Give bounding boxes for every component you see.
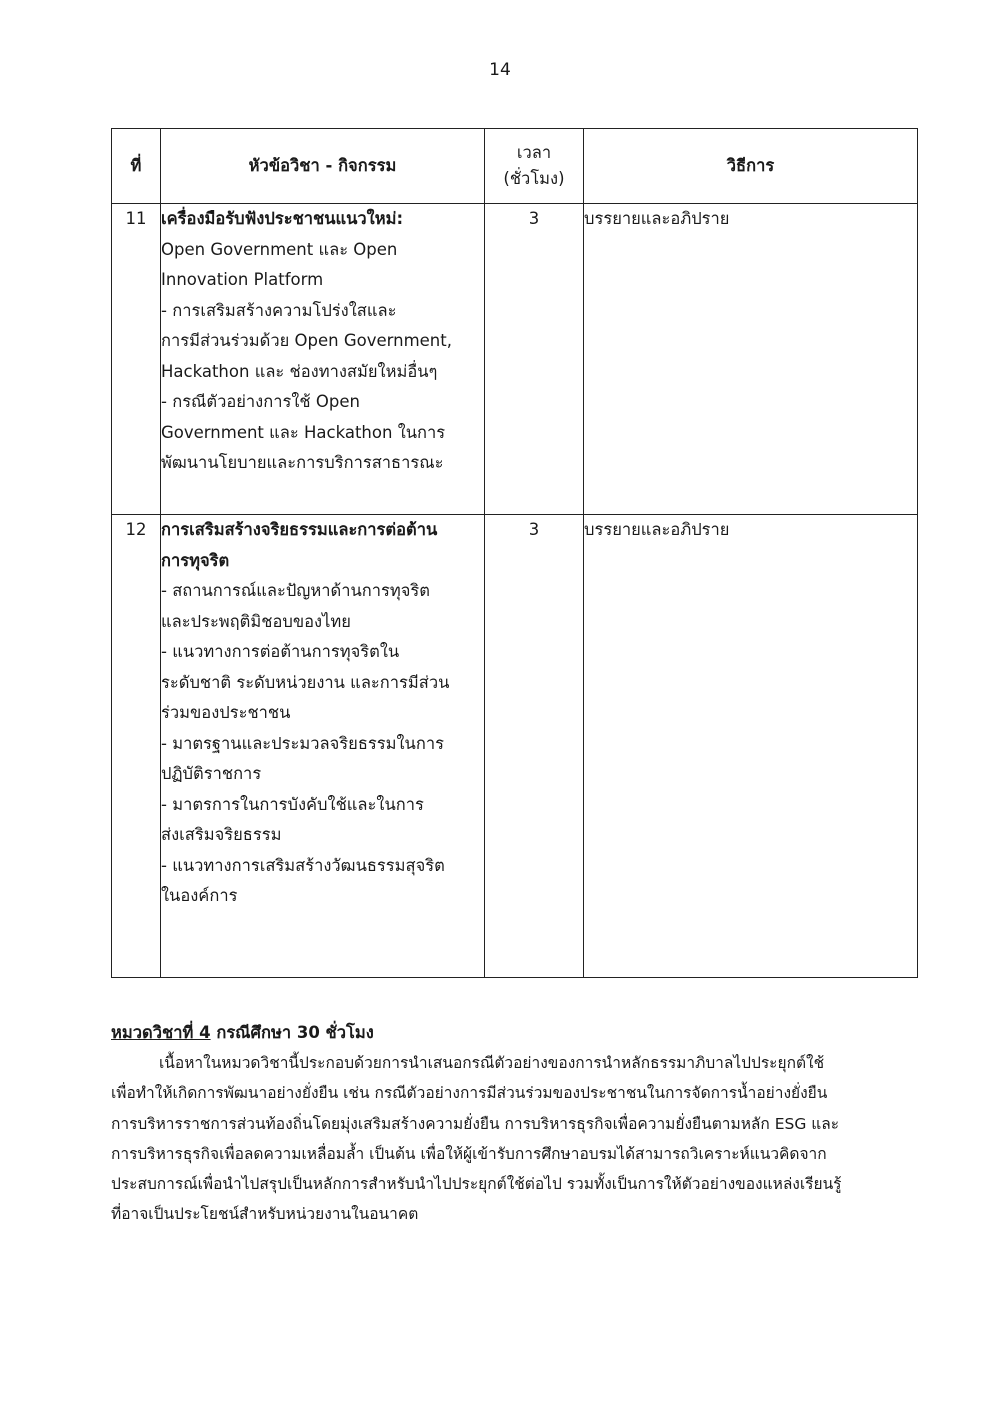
topic-line: Open Government และ Open: [161, 239, 398, 259]
row-hours: 3: [485, 204, 584, 515]
topic-line: - มาตรการในการบังคับใช้และในการ: [161, 794, 424, 814]
topic-line: Government และ Hackathon ในการ: [161, 422, 446, 442]
topic-line: การมีส่วนร่วมด้วย Open Government,: [161, 331, 452, 350]
row-hours: 3: [485, 515, 584, 978]
body-line: การบริหารราชการส่วนท้องถิ่นโดยมุ่งเสริมสร้างความยั่งยืน การบริหารธุรกิจเพื่อความยั่งยืนตามหลัก ESG และ: [111, 1114, 840, 1133]
row-number: 11: [112, 204, 161, 515]
section-heading-rest: กรณีศึกษา 30 ชั่วโมง: [210, 1023, 374, 1042]
page-number: 14: [489, 60, 511, 80]
topic-line: - แนวทางการต่อต้านการทุจริตใน: [161, 642, 400, 661]
topic-line: Innovation Platform: [161, 270, 324, 289]
topic-line: - การเสริมสร้างความโปร่งใสและ: [161, 300, 397, 320]
topic-line: และประพฤติมิชอบของไทย: [161, 611, 351, 631]
header-method: วิธีการ: [584, 129, 918, 204]
header-hours-line1: เวลา: [516, 143, 552, 162]
row-topic: [161, 515, 485, 978]
topic-line: ระดับชาติ ระดับหน่วยงาน และการมีส่วน: [161, 672, 450, 692]
topic-line: ร่วมของประชาชน: [161, 703, 291, 722]
table-row: [112, 515, 918, 978]
header-hours-line2: (ชั่วโมง): [503, 169, 565, 188]
topic-title: เครื่องมือรับฟังประชาชนแนวใหม่:: [161, 209, 404, 228]
topic-line: ปฏิบัติราชการ: [161, 764, 262, 783]
section-body: [111, 1048, 911, 1230]
section-category-4: [111, 1018, 911, 1230]
section-heading-label: หมวดวิชาที่ 4: [111, 1023, 211, 1042]
course-table: [111, 128, 918, 978]
topic-title: การทุจริต: [161, 550, 230, 570]
body-line: เนื้อหาในหมวดวิชานี้ประกอบด้วยการนำเสนอกรณีตัวอย่างของการนำหลักธรรมาภิบาลไปประยุกต์ใช้: [159, 1054, 825, 1072]
topic-line: - มาตรฐานและประมวลจริยธรรมในการ: [161, 733, 444, 753]
topic-line: ในองค์การ: [161, 886, 238, 905]
table-row: [112, 204, 918, 515]
row-number: 12: [112, 515, 161, 978]
topic-line: - กรณีตัวอย่างการใช้ Open: [161, 392, 360, 411]
topic-line: - แนวทางการเสริมสร้างวัฒนธรรมสุจริต: [161, 855, 445, 875]
header-hours: [485, 129, 584, 204]
header-no: ที่: [112, 129, 161, 204]
header-topic: หัวข้อวิชา - กิจกรรม: [161, 129, 485, 204]
row-method: บรรยายและอภิปราย: [584, 515, 918, 978]
body-line: ที่อาจเป็นประโยชน์สำหรับหน่วยงานในอนาคต: [111, 1205, 419, 1224]
body-line: การบริหารธุรกิจเพื่อลดความเหลื่อมล้ำ เป็นต้น เพื่อให้ผู้เข้ารับการศึกษาอบรมได้สามารถวิเคราะห์แนวคิดจาก: [111, 1144, 827, 1163]
topic-line: - สถานการณ์และปัญหาด้านการทุจริต: [161, 581, 431, 600]
topic-line: Hackathon และ ช่องทางสมัยใหม่อื่นๆ: [161, 361, 438, 381]
topic-line: ส่งเสริมจริยธรรม: [161, 825, 282, 844]
topic-line: พัฒนานโยบายและการบริการสาธารณะ: [161, 453, 444, 472]
row-method: บรรยายและอภิปราย: [584, 204, 918, 515]
body-line: ประสบการณ์เพื่อนำไปสรุปเป็นหลักการสำหรับนำไปประยุกต์ใช้ต่อไป รวมทั้งเป็นการให้ตัวอย่างของแหล่งเรียนรู้: [111, 1175, 842, 1194]
topic-title: การเสริมสร้างจริยธรรมและการต่อต้าน: [161, 520, 438, 539]
body-line: เพื่อทำให้เกิดการพัฒนาอย่างยั่งยืน เช่น กรณีตัวอย่างการมีส่วนร่วมของประชาชนในการจัดการน้ำอย่างยั่งยืน: [111, 1084, 828, 1103]
section-heading: [111, 1018, 911, 1048]
table-header-row: [112, 129, 918, 204]
row-topic: [161, 204, 485, 515]
